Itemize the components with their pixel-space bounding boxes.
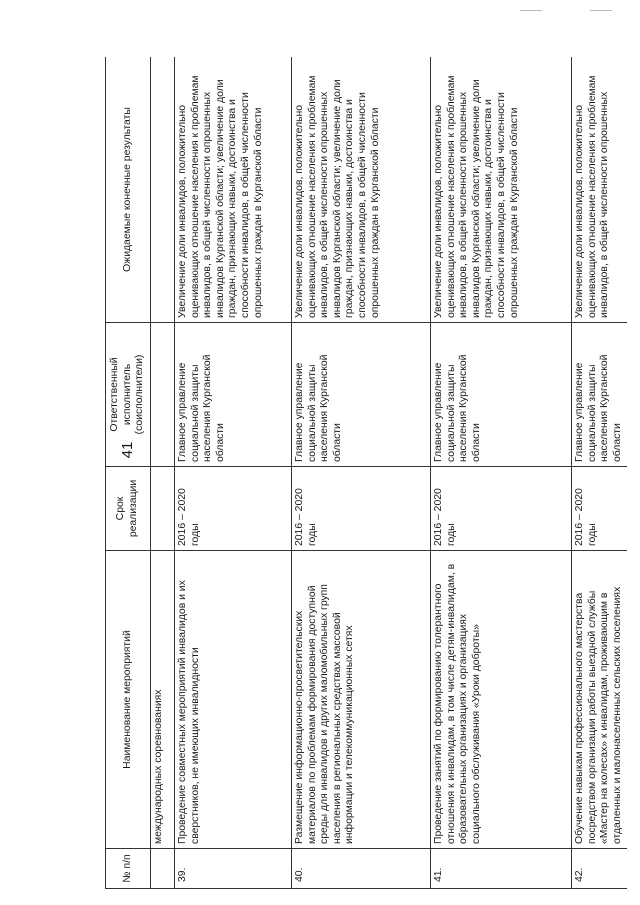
header-result: Ожидаемые конечные результаты [106,57,151,323]
document-area [105,57,627,889]
cell-num: 39. [175,849,292,889]
cell-empty [151,849,175,889]
cell-executor: Главное управление социальной защиты населения Курганской области [572,323,628,467]
table-header-row [106,57,151,889]
header-num: № п/п [106,849,151,889]
table-row [175,57,292,889]
cell-name: Проведение занятий по формированию толерантного отношения к инвалидам, в том числе детям-инвалидам, в образовательных организациях и организациях социального обслуживания «Уроки доброты» [431,551,572,849]
table-row [572,57,628,889]
cell-result: Увеличение доли инвалидов, положительно оценивающих отношение населения к проблемам инвалидов, в общей численности опрошенных инвалидов Курганской области; увеличение доли граждан, признающих навыки, достоинства и способности инвалидов, в общей численности опрошенных граждан в Курганской области [175,57,292,323]
cell-name: международных соревнованиях [151,551,175,849]
measures-table [105,57,627,889]
cell-result: Увеличение доли инвалидов, положительно оценивающих отношение населения к проблемам инвалидов, в общей численности опрошенных инвалидов Курганской области; увеличение доли граждан, признающих навыки, достоинства и способности инвалидов, в общей численности опрошенных граждан в Курганской области [431,57,572,323]
cell-executor: Главное управление социальной защиты населения Курганской области [175,323,292,467]
rotated-page-content [105,57,627,889]
cell-result: Увеличение доли инвалидов, положительно оценивающих отношение населения к проблемам инвалидов, в общей численности опрошенных [572,57,628,323]
header-executor: Ответственный исполнитель (соисполнители) [106,323,151,467]
cell-num: 40. [292,849,431,889]
cell-term: 2016 – 2020 годы [572,467,628,551]
cell-executor: Главное управление социальной защиты населения Курганской области [431,323,572,467]
header-name: Наименование мероприятий [106,551,151,849]
cell-empty [151,467,175,551]
cell-num: 42. [572,849,628,889]
table-row [292,57,431,889]
scan-mark [590,10,612,11]
cell-term: 2016 – 2020 годы [175,467,292,551]
cell-term: 2016 – 2020 годы [292,467,431,551]
cell-empty [151,323,175,467]
cell-name: Размещение информационно-просветительских материалов по проблемам формирования доступной среды для инвалидов и других маломобильных групп населения в региональных средствах массовой информации и телекоммуникационных сетях [292,551,431,849]
cell-name: Обучение навыкам профессионального мастерства посредством организации работы выездной службы «Мастер на колесах» к инвалидам, проживающим в отдаленных и малонаселенных сельских поселениях [572,551,628,849]
cell-name: Проведение совместных мероприятий инвалидов и их сверстников, не имеющих инвалидности [175,551,292,849]
cell-empty [151,57,175,323]
header-term: Срок реализации [106,467,151,551]
table-row [431,57,572,889]
cell-term: 2016 – 2020 годы [431,467,572,551]
scan-mark [520,10,542,11]
cell-executor: Главное управление социальной защиты населения Курганской области [292,323,431,467]
cell-num: 41. [431,849,572,889]
table-row-continuation [151,57,175,889]
cell-result: Увеличение доли инвалидов, положительно оценивающих отношение населения к проблемам инвалидов, в общей численности опрошенных инвалидов Курганской области; увеличение доли граждан, признающих навыки, достоинства и способности инвалидов, в общей численности опрошенных граждан в Курганской области [292,57,431,323]
page-number: 41 [119,441,136,459]
